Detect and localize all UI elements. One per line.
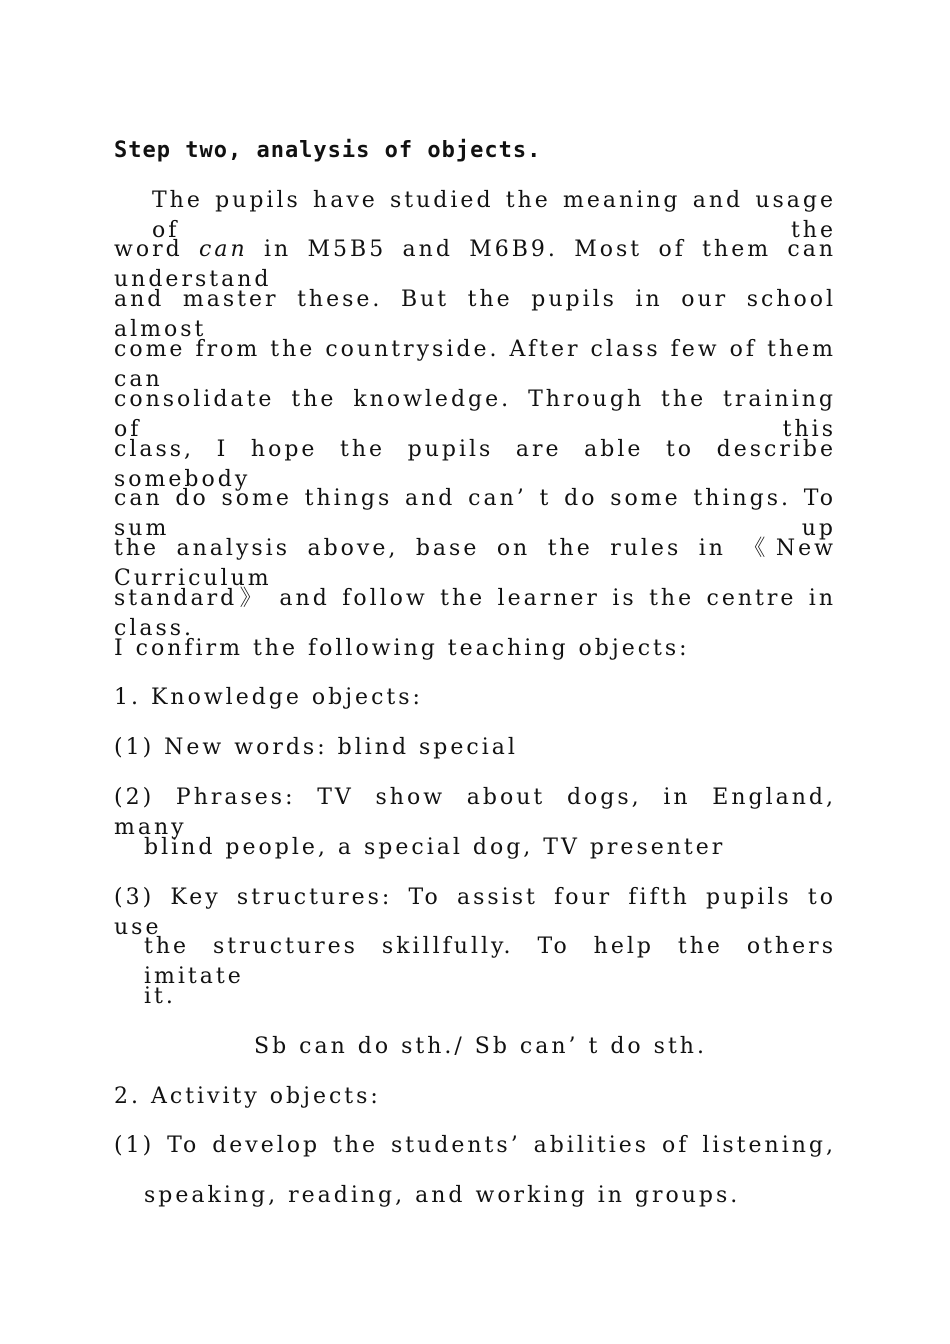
knowledge-item-3-line3: it. bbox=[144, 984, 176, 1009]
paragraph-line: consolidate the knowledge. Through the training of this bbox=[114, 387, 836, 442]
paragraph-line: I confirm the following teaching objects: bbox=[114, 636, 690, 661]
activity-item-1-line2: speaking, reading, and working in groups. bbox=[144, 1183, 741, 1208]
knowledge-item-2-line2: blind people, a special dog, TV presenter bbox=[144, 835, 726, 860]
knowledge-item-3-line1: (3) Key structures: To assist four fifth pupils to use bbox=[114, 885, 836, 940]
paragraph-line: the analysis above, base on the rules in 《New Curriculum bbox=[114, 536, 836, 591]
knowledge-item-2-line1: (2) Phrases: TV show about dogs, in England, many bbox=[114, 785, 836, 840]
paragraph-line-rest: in M5B5 and M6B9. Most of them can understand bbox=[114, 237, 837, 292]
paragraph-line: come from the countryside. After class few of them can bbox=[114, 337, 836, 392]
paragraph-line: and master these. But the pupils in our school almost bbox=[114, 287, 836, 342]
key-structure: Sb can do sth./ Sb can’ t do sth. bbox=[254, 1034, 707, 1059]
word-prefix: word bbox=[114, 237, 183, 262]
italic-word-can: can bbox=[199, 237, 248, 262]
section-heading: Step two, analysis of objects. bbox=[114, 138, 542, 163]
knowledge-item-3-line2: the structures skillfully. To help the others imitate bbox=[144, 934, 836, 989]
paragraph-line: The pupils have studied the meaning and usage of the bbox=[152, 188, 836, 243]
knowledge-objects-title: 1. Knowledge objects: bbox=[114, 685, 423, 710]
paragraph-line: can do some things and can’ t do some things. To sum up bbox=[114, 486, 836, 541]
activity-objects-title: 2. Activity objects: bbox=[114, 1084, 381, 1109]
paragraph-line: standard》 and follow the learner is the centre in class. bbox=[114, 586, 836, 641]
activity-item-1-line1: (1) To develop the students’ abilities of listening, bbox=[114, 1133, 836, 1158]
knowledge-item-1: (1) New words: blind special bbox=[114, 735, 518, 760]
paragraph-line: class, I hope the pupils are able to describe somebody bbox=[114, 437, 836, 492]
